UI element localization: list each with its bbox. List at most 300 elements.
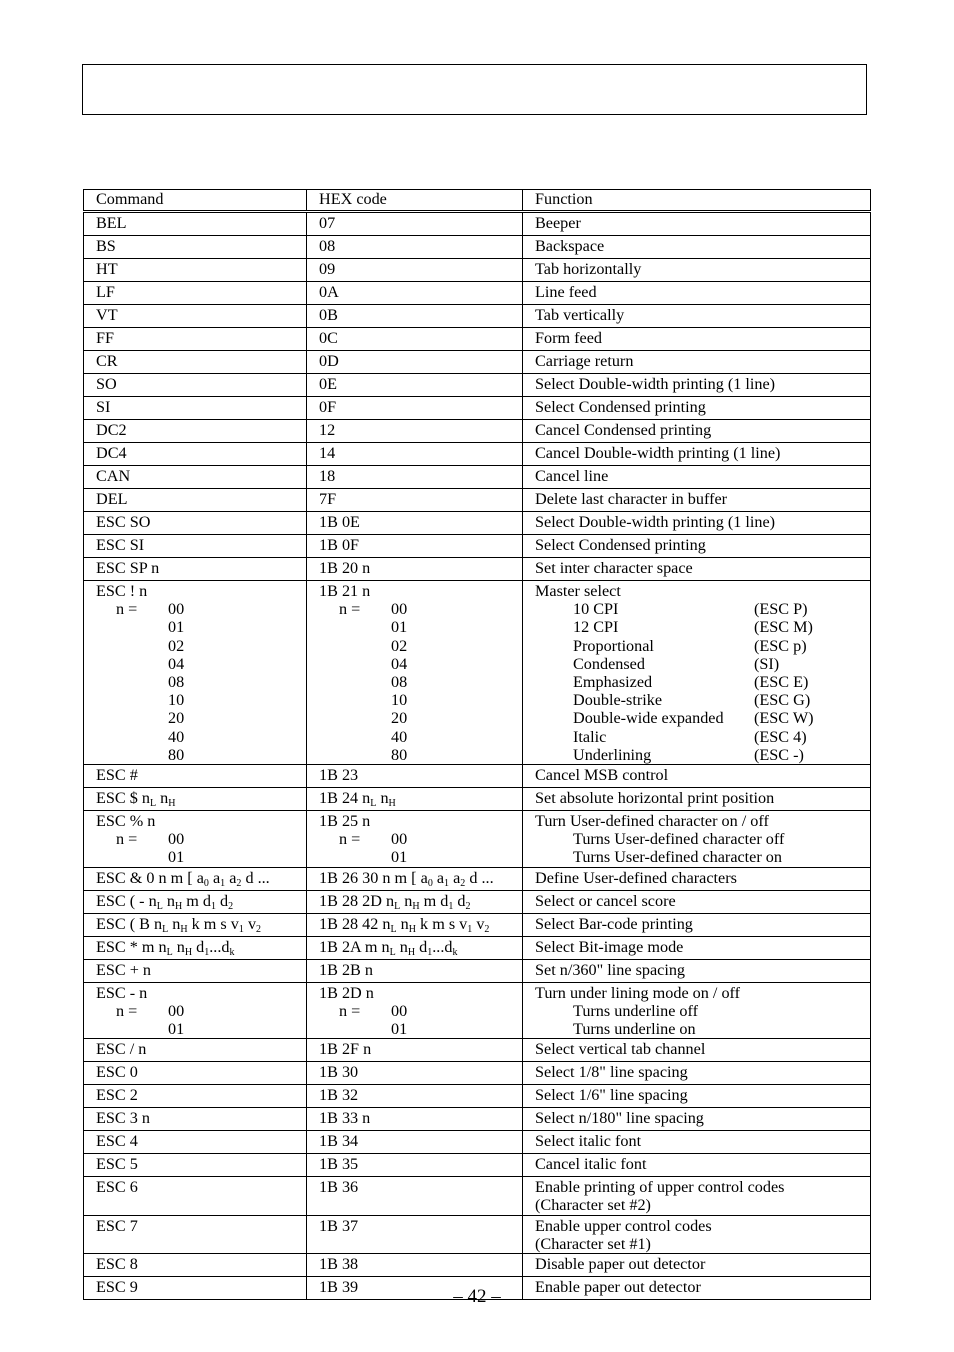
n-value: 01 (168, 848, 185, 867)
hex-cell: 07 (307, 212, 523, 236)
n-value: 80 (168, 745, 185, 764)
table-row (84, 1154, 871, 1177)
function-cell: Cancel line (523, 466, 871, 489)
hex-cell: 1B 20 n (307, 558, 523, 581)
n-value-list (319, 1002, 522, 1038)
subscript: k (452, 946, 458, 958)
subscript: 1 (467, 923, 473, 935)
hex-text: 1B 24 n (319, 789, 371, 808)
hex-cell (307, 936, 523, 959)
mode-equivalent: (ESC -) (754, 745, 804, 764)
n-label (96, 673, 168, 691)
n-value: 08 (168, 673, 185, 692)
mode-equivalent: (ESC W) (754, 709, 814, 728)
n-value: 02 (391, 636, 408, 655)
n-label (319, 848, 391, 866)
mode-name: Emphasized (573, 673, 653, 692)
table-row (84, 397, 871, 420)
table-row (84, 558, 871, 581)
command-cell (84, 581, 307, 765)
n-value: 00 (168, 830, 185, 849)
command-text: ESC ( B n (96, 914, 163, 933)
mode-option (535, 618, 870, 636)
function-cell: Select 1/6" line spacing (523, 1085, 871, 1108)
table-row (84, 535, 871, 558)
command-cell: ESC 9 (84, 1277, 307, 1300)
table-row (84, 811, 871, 868)
n-value: 04 (168, 654, 185, 673)
table-body-master-select (84, 581, 871, 1039)
command-text: ESC ( - n (96, 891, 157, 910)
subscript: k (229, 946, 235, 958)
table-body-basic (84, 212, 871, 581)
table-row (84, 913, 871, 936)
hex-cell: 0F (307, 397, 523, 420)
n-value-row (319, 1020, 522, 1038)
command-cell: ESC 8 (84, 1254, 307, 1277)
n-value-row (319, 600, 522, 618)
n-value: 00 (391, 600, 408, 619)
command-text: n (156, 789, 169, 808)
mode-option (535, 637, 870, 655)
mode-equivalent: (ESC E) (754, 673, 809, 692)
function-cell: Cancel Condensed printing (523, 420, 871, 443)
hex-cell: 0A (307, 282, 523, 305)
header-box (82, 64, 867, 115)
n-value-row (319, 746, 522, 764)
option-description: Turns User-defined character on (573, 848, 782, 867)
n-value-row (96, 1020, 306, 1038)
hex-text: 1B 25 n (319, 812, 371, 831)
n-value-list (319, 600, 522, 764)
function-cell: Tab vertically (523, 305, 871, 328)
n-value-list (319, 830, 522, 866)
command-cell: ESC 0 (84, 1062, 307, 1085)
n-value: 20 (391, 709, 408, 728)
mode-equivalent: (ESC 4) (754, 727, 807, 746)
hex-cell (307, 788, 523, 811)
n-label (96, 691, 168, 709)
hex-cell: 1B 23 (307, 765, 523, 788)
subscript: H (168, 798, 176, 810)
n-value: 01 (391, 1020, 408, 1039)
page-number: – 42 – (453, 1286, 501, 1307)
command-cell: CR (84, 351, 307, 374)
n-value-row (319, 655, 522, 673)
n-label: n = (339, 1001, 361, 1020)
n-label (96, 655, 168, 673)
mode-option (535, 691, 870, 709)
mode-option (535, 728, 870, 746)
hex-cell: 0E (307, 374, 523, 397)
command-cell: ESC 4 (84, 1131, 307, 1154)
subscript: 2 (236, 877, 242, 889)
command-text: d ... (241, 868, 270, 887)
mode-option (535, 655, 870, 673)
n-value-row (96, 848, 306, 866)
hex-cell (307, 913, 523, 936)
n-value-row (96, 691, 306, 709)
hex-cell: 09 (307, 259, 523, 282)
hex-cell: 1B 2B n (307, 959, 523, 982)
hex-text: n (400, 891, 413, 910)
n-label (319, 618, 391, 636)
n-value: 10 (168, 691, 185, 710)
n-value-row (96, 830, 306, 848)
n-value: 00 (168, 600, 185, 619)
hex-text: n (396, 914, 409, 933)
function-cell (523, 1215, 871, 1253)
option-description: Turns underline on (573, 1020, 696, 1039)
mode-name: Condensed (573, 654, 645, 673)
command-cell: ESC 6 (84, 1177, 307, 1215)
n-value-row (96, 673, 306, 691)
n-value-row (319, 691, 522, 709)
table-row (84, 936, 871, 959)
n-value-row (96, 600, 306, 618)
hex-text: a (449, 868, 461, 887)
subscript: L (389, 946, 396, 958)
n-value: 02 (168, 636, 185, 655)
hex-cell: 1B 37 (307, 1215, 523, 1253)
hex-text: m d (419, 891, 449, 910)
hex-cell (307, 867, 523, 890)
command-cell: ESC # (84, 765, 307, 788)
function-cell: Set absolute horizontal print position (523, 788, 871, 811)
n-label (96, 1020, 168, 1038)
option-description: Turns underline off (573, 1001, 699, 1020)
subscript: H (412, 900, 420, 912)
subscript: 1 (444, 877, 450, 889)
command-cell: DC2 (84, 420, 307, 443)
table-row (84, 305, 871, 328)
n-value: 08 (391, 673, 408, 692)
hex-cell: 7F (307, 489, 523, 512)
option-list (535, 830, 870, 866)
hex-cell (307, 811, 523, 868)
hex-cell: 12 (307, 420, 523, 443)
hex-cell: 1B 36 (307, 1177, 523, 1215)
mode-equivalent: (SI) (754, 654, 780, 673)
subscript: 1 (427, 946, 433, 958)
command-text: a (225, 868, 237, 887)
subscript: 2 (256, 923, 262, 935)
command-text: ...d (209, 937, 230, 956)
hex-text: 1B 21 n (319, 582, 371, 600)
mode-name: Double-wide expanded (573, 709, 724, 728)
command-text: ESC ! n (96, 582, 148, 600)
command-cell: ESC / n (84, 1039, 307, 1062)
n-label (96, 637, 168, 655)
function-cell (523, 1177, 871, 1215)
table-row (84, 489, 871, 512)
mode-equivalent: (ESC M) (754, 618, 813, 637)
command-cell: ESC 3 n (84, 1108, 307, 1131)
subscript: 1 (448, 900, 454, 912)
command-text: ESC & 0 n m [ a (96, 868, 204, 887)
function-cell: Tab horizontally (523, 259, 871, 282)
hex-cell: 18 (307, 466, 523, 489)
function-cell: Delete last character in buffer (523, 489, 871, 512)
command-cell (84, 913, 307, 936)
function-cell: Set n/360" line spacing (523, 959, 871, 982)
function-cell: Backspace (523, 236, 871, 259)
n-label (96, 746, 168, 764)
n-label (319, 637, 391, 655)
n-value-row (319, 830, 522, 848)
n-value: 00 (168, 1001, 185, 1020)
command-cell: LF (84, 282, 307, 305)
command-text: v (243, 914, 257, 933)
n-value: 01 (391, 848, 408, 867)
table-row (84, 259, 871, 282)
n-label: n = (116, 830, 138, 849)
command-cell: ESC 5 (84, 1154, 307, 1177)
function-cell: Form feed (523, 328, 871, 351)
n-label (319, 655, 391, 673)
mode-option (535, 673, 870, 691)
n-value-list (96, 1002, 306, 1038)
n-label: n = (339, 600, 361, 619)
subscript: 2 (228, 900, 234, 912)
command-cell: DC4 (84, 443, 307, 466)
command-text: k m s v (187, 914, 239, 933)
table-row (84, 1254, 871, 1277)
n-label: n = (116, 1001, 138, 1020)
subscript: 2 (460, 877, 466, 889)
mode-name: Underlining (573, 745, 652, 764)
subscript: L (166, 946, 173, 958)
n-value-row (96, 728, 306, 746)
command-cell: CAN (84, 466, 307, 489)
n-label: n = (339, 830, 361, 849)
table-row (84, 867, 871, 890)
table-body-two-line (84, 1177, 871, 1254)
hex-text: 1B 26 30 n m [ a (319, 868, 428, 887)
subscript: H (407, 946, 416, 958)
function-cell: Select italic font (523, 1131, 871, 1154)
table-row (84, 959, 871, 982)
n-label (96, 618, 168, 636)
hex-cell: 0C (307, 328, 523, 351)
command-cell: SI (84, 397, 307, 420)
n-value-row (96, 746, 306, 764)
table-row (84, 236, 871, 259)
subscript: 0 (427, 877, 433, 889)
hex-text: ...d (432, 937, 453, 956)
function-cell: Enable paper out detector (523, 1277, 871, 1300)
hex-cell: 14 (307, 443, 523, 466)
hex-text: n (376, 789, 389, 808)
command-cell: ESC SI (84, 535, 307, 558)
hex-cell: 1B 2F n (307, 1039, 523, 1062)
function-cell (523, 581, 871, 765)
command-cell: BS (84, 236, 307, 259)
function-cell: Select Condensed printing (523, 535, 871, 558)
table-row (84, 581, 871, 765)
function-cell: Select Bit-image mode (523, 936, 871, 959)
n-value-list (96, 830, 306, 866)
subscript: 2 (465, 900, 471, 912)
mode-option (535, 709, 870, 727)
n-value-row (319, 1002, 522, 1020)
n-label (319, 709, 391, 727)
n-value-row (96, 1002, 306, 1020)
mode-name: Double-strike (573, 691, 663, 710)
subscript: L (162, 923, 169, 935)
n-label (319, 673, 391, 691)
hex-text: 1B 2D n (319, 983, 374, 1002)
subscript: 1 (220, 877, 226, 889)
column-header-command: Command (84, 190, 307, 212)
hex-cell: 1B 38 (307, 1254, 523, 1277)
table-row (84, 1215, 871, 1253)
hex-cell: 1B 35 (307, 1154, 523, 1177)
n-value: 10 (391, 691, 408, 710)
command-table (83, 189, 871, 1300)
hex-cell: 1B 32 (307, 1085, 523, 1108)
subscript: 2 (484, 923, 490, 935)
function-text: Enable upper control codes (535, 1216, 712, 1235)
hex-cell: 1B 0F (307, 535, 523, 558)
table-row (84, 1177, 871, 1215)
subscript: 0 (203, 877, 209, 889)
function-cell (523, 982, 871, 1039)
table-row (84, 374, 871, 397)
option-list (535, 1002, 870, 1038)
n-label (319, 746, 391, 764)
hex-cell: 0B (307, 305, 523, 328)
column-header-function: Function (523, 190, 871, 212)
command-cell (84, 890, 307, 913)
subscript: H (180, 923, 188, 935)
n-value-row (319, 618, 522, 636)
table-row (84, 1085, 871, 1108)
hex-cell: 08 (307, 236, 523, 259)
hex-text: 1B 28 42 n (319, 914, 391, 933)
table-row (84, 890, 871, 913)
subscript: H (408, 923, 416, 935)
table-body-esc (84, 1039, 871, 1177)
n-value: 80 (391, 745, 408, 764)
subscript: L (149, 798, 157, 810)
n-value-row (319, 637, 522, 655)
option-list (535, 600, 870, 764)
command-cell: HT (84, 259, 307, 282)
function-text: (Character set #2) (535, 1196, 651, 1215)
command-cell (84, 867, 307, 890)
command-cell: ESC + n (84, 959, 307, 982)
column-header-hex: HEX code (307, 190, 523, 212)
hex-cell: 0D (307, 351, 523, 374)
table-row (84, 512, 871, 535)
table-row (84, 466, 871, 489)
command-cell (84, 811, 307, 868)
hex-text: a (432, 868, 445, 887)
command-cell (84, 788, 307, 811)
function-cell: Select Double-width printing (1 line) (523, 374, 871, 397)
command-text: a (208, 868, 221, 887)
n-value-row (96, 618, 306, 636)
command-cell: ESC SP n (84, 558, 307, 581)
n-value: 20 (168, 709, 185, 728)
function-cell: Select Condensed printing (523, 397, 871, 420)
command-cell: ESC 2 (84, 1085, 307, 1108)
command-text: d (192, 937, 205, 956)
command-cell (84, 982, 307, 1039)
n-label (96, 848, 168, 866)
n-label (319, 691, 391, 709)
function-cell: Line feed (523, 282, 871, 305)
function-cell: Select or cancel score (523, 890, 871, 913)
command-cell: SO (84, 374, 307, 397)
subscript: L (394, 900, 401, 912)
n-value: 01 (168, 618, 185, 637)
n-value: 00 (391, 1001, 408, 1020)
n-value-list (96, 600, 306, 764)
command-text: ESC * m n (96, 937, 167, 956)
command-cell: DEL (84, 489, 307, 512)
hex-text: v (472, 914, 485, 933)
command-text: n (172, 937, 185, 956)
function-text: Turn under lining mode on / off (535, 983, 741, 1002)
subscript: 1 (238, 923, 244, 935)
subscript: L (390, 923, 397, 935)
n-value-row (319, 709, 522, 727)
hex-cell: 1B 39 (307, 1277, 523, 1300)
n-value: 00 (391, 830, 408, 849)
subscript: H (174, 900, 183, 912)
mode-name: Proportional (573, 636, 654, 655)
function-cell: Disable paper out detector (523, 1254, 871, 1277)
option-description: Turns User-defined character off (573, 830, 785, 849)
hex-cell (307, 890, 523, 913)
table-row (84, 443, 871, 466)
command-text: ESC - n (96, 983, 148, 1002)
n-label: n = (116, 600, 138, 619)
n-value-row (319, 728, 522, 746)
function-text: Enable printing of upper control codes (535, 1178, 785, 1197)
function-cell: Beeper (523, 212, 871, 236)
command-text: ESC % n (96, 812, 156, 831)
function-cell: Set inter character space (523, 558, 871, 581)
command-cell: ESC 7 (84, 1215, 307, 1253)
function-text: Turn User-defined character on / off (535, 812, 769, 831)
command-text: ESC $ n (96, 789, 150, 808)
subscript: L (156, 900, 163, 912)
function-cell: Select vertical tab channel (523, 1039, 871, 1062)
command-text: m d (182, 891, 211, 910)
function-cell: Select Bar-code printing (523, 913, 871, 936)
mode-equivalent: (ESC p) (754, 636, 807, 655)
hex-cell (307, 581, 523, 765)
n-value-row (96, 709, 306, 727)
hex-cell: 1B 30 (307, 1062, 523, 1085)
command-cell: VT (84, 305, 307, 328)
mode-option (535, 746, 870, 764)
n-label (319, 728, 391, 746)
table-row (84, 282, 871, 305)
hex-cell: 1B 34 (307, 1131, 523, 1154)
hex-cell (307, 982, 523, 1039)
hex-text: d (453, 891, 466, 910)
function-cell: Select n/180" line spacing (523, 1108, 871, 1131)
hex-text: k m s v (416, 914, 468, 933)
mode-name: 10 CPI (573, 600, 619, 619)
hex-cell: 1B 0E (307, 512, 523, 535)
function-cell: Cancel italic font (523, 1154, 871, 1177)
mode-equivalent: (ESC G) (754, 691, 811, 710)
